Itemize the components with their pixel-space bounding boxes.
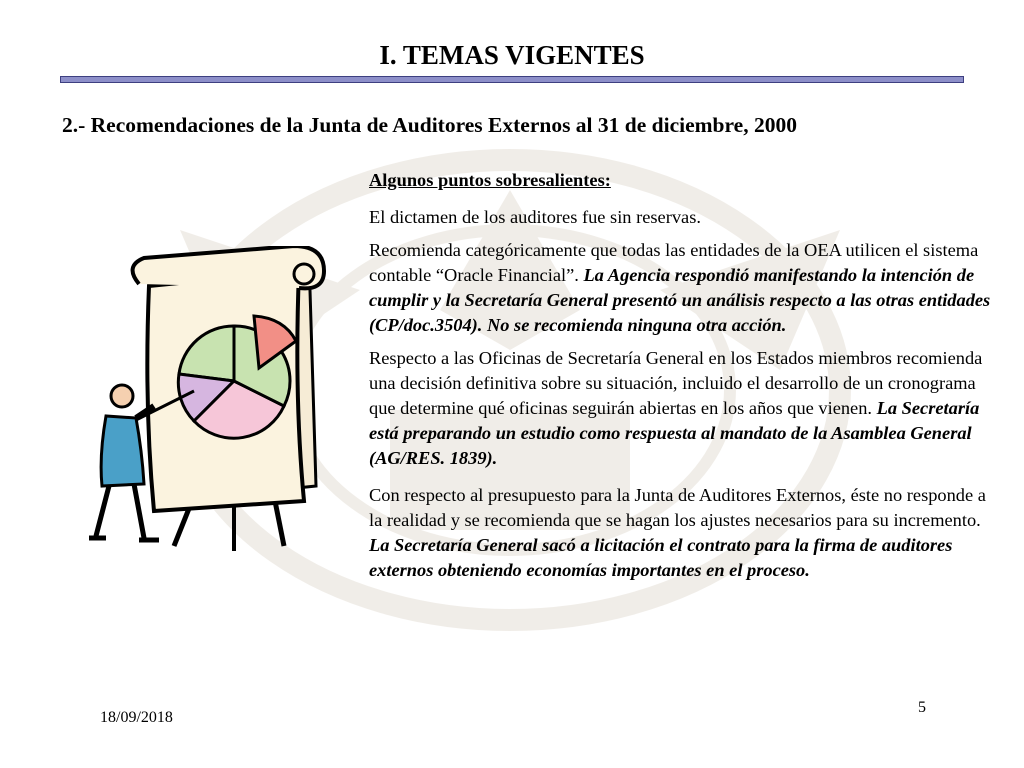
section-heading: Algunos puntos sobresalientes:	[369, 170, 611, 190]
content-block	[369, 168, 999, 583]
paragraph-3-text: Respecto a las Oficinas de Secretaría General en los Estados miembros recomienda una decisión definitiva sobre su situación, incluido el desarrollo de un cronograma que determine qué oficinas seguirán abiertas en los años que vienen.	[369, 348, 983, 418]
paragraph-4-text: Con respecto al presupuesto para la Junta de Auditores Externos, éste no responde a la realidad y se recomienda que se hagan los ajustes necesarios para su incremento.	[369, 485, 986, 530]
paragraph-3-emphasis: La Secretaría está preparando un estudio como respuesta al mandato de la Asamblea General (AG/RES. 1839).	[369, 398, 980, 468]
paragraph-2-text: Recomienda categóricamente que todas las entidades de la OEA utilicen el sistema contable “Oracle Financial”.	[369, 240, 979, 285]
paragraph-1	[369, 205, 999, 230]
paragraph-2	[369, 238, 999, 338]
paragraph-4-emphasis: La Secretaría General sacó a licitación el contrato para la firma de auditores externos obteniendo economías importantes en el proceso.	[369, 535, 953, 580]
title-divider	[60, 76, 964, 83]
presenter-with-pie-chart-icon	[84, 246, 340, 556]
slide-subtitle: 2.- Recomendaciones de la Junta de Auditores Externos al 31 de diciembre, 2000	[62, 113, 797, 137]
paragraph-2-emphasis: La Agencia respondió manifestando la intención de cumplir y la Secretaría General presentó un análisis respecto a las otras entidades (CP/doc.3504). No se recomienda ninguna otra acción.	[369, 265, 991, 335]
paragraph-3	[369, 346, 999, 483]
slide-title: I. TEMAS VIGENTES	[379, 40, 645, 70]
paragraph-1-text: El dictamen de los auditores fue sin reservas.	[369, 207, 701, 227]
page-number: 5	[918, 699, 926, 716]
paragraph-4	[369, 483, 999, 583]
footer-date: 18/09/2018	[100, 709, 173, 726]
